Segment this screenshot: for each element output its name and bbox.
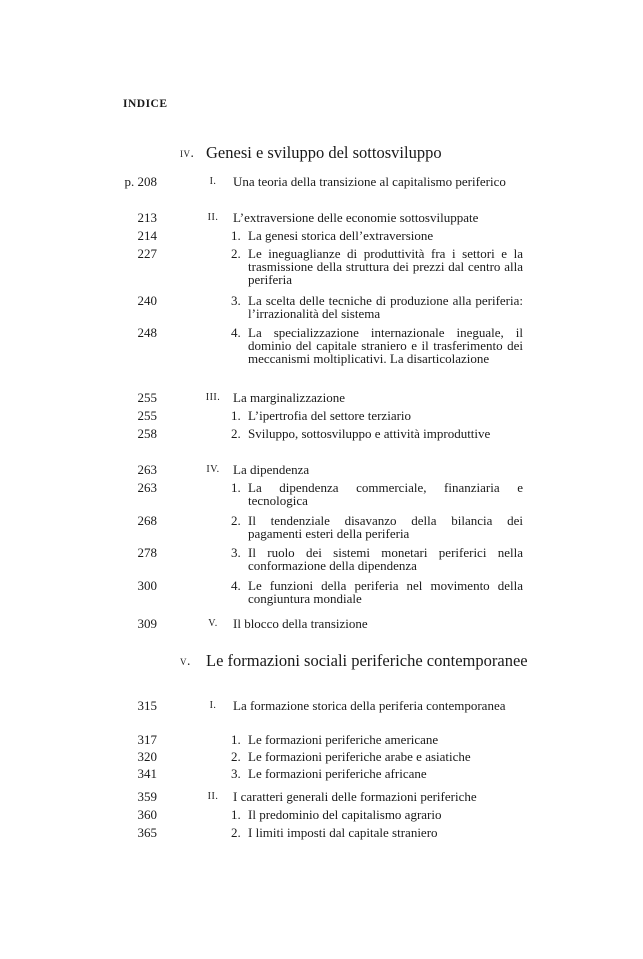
- chapter-title: La formazione storica della periferia contemporanea: [233, 698, 506, 713]
- section-number: 1.: [231, 480, 241, 495]
- page-number: 300: [137, 578, 157, 593]
- page-number: p. 208: [124, 174, 157, 189]
- section-title: Le ineguaglianze di produttività fra i settori e la trasmissione della struttura dei prezzi dal centro alla periferia: [248, 246, 523, 288]
- section-number: 4.: [231, 325, 241, 340]
- chapter-number: V.: [208, 618, 218, 629]
- chapter-number: II.: [207, 791, 219, 802]
- part-number: v.: [180, 653, 191, 668]
- page-number: 263: [137, 462, 157, 477]
- section-title: Sviluppo, sottosviluppo e attività improduttive: [248, 426, 491, 441]
- page-number: 278: [137, 545, 157, 560]
- section-title: La dipendenza commerciale, finanziaria e tecnologica: [248, 480, 523, 509]
- section-title: Le funzioni della periferia nel movimento della congiuntura mondiale: [248, 578, 523, 607]
- page-number: 341: [137, 766, 157, 781]
- chapter-number: I.: [209, 176, 217, 187]
- page-number: 240: [137, 293, 157, 308]
- page-number: 213: [137, 210, 157, 225]
- page-number: 359: [137, 789, 157, 804]
- section-number: 2.: [231, 426, 241, 441]
- chapter-title: La marginalizzazione: [233, 390, 346, 405]
- chapter-title: L’extraversione delle economie sottosviluppate: [233, 210, 479, 225]
- page-number: 263: [137, 480, 157, 495]
- section-number: 1.: [231, 732, 241, 747]
- section-number: 2.: [231, 825, 241, 840]
- page-number: 214: [137, 228, 157, 243]
- chapter-number: IV.: [206, 464, 220, 475]
- section-title: Le formazioni periferiche americane: [248, 732, 439, 747]
- page-number: 365: [137, 825, 157, 840]
- section-number: 2.: [231, 749, 241, 764]
- chapter-number: II.: [207, 212, 219, 223]
- page-number: 268: [137, 513, 157, 528]
- section-title: La genesi storica dell’extraversione: [248, 228, 434, 243]
- part-title: Genesi e sviluppo del sottosviluppo: [206, 143, 442, 162]
- page-number: 317: [137, 732, 157, 747]
- section-number: 3.: [231, 766, 241, 781]
- page-number: 360: [137, 807, 157, 822]
- section-title: Il predominio del capitalismo agrario: [248, 807, 442, 822]
- section-title: I limiti imposti dal capitale straniero: [248, 825, 438, 840]
- section-title: Le formazioni periferiche arabe e asiatiche: [248, 749, 471, 764]
- section-number: 1.: [231, 408, 241, 423]
- chapter-title: La dipendenza: [233, 462, 310, 477]
- page-number: 227: [137, 246, 157, 261]
- page-number: 320: [137, 749, 157, 764]
- page-number: 315: [137, 698, 157, 713]
- section-number: 2.: [231, 246, 241, 261]
- chapter-title: I caratteri generali delle formazioni periferiche: [233, 789, 477, 804]
- section-number: 1.: [231, 807, 241, 822]
- section-number: 1.: [231, 228, 241, 243]
- section-title: Il ruolo dei sistemi monetari periferici nella conformazione della dipendenza: [248, 545, 523, 574]
- section-title: La specializzazione internazionale ineguale, il dominio del capitale straniero e il trasferimento dei meccanismi moltiplicativi. La disarticolazione: [248, 325, 523, 367]
- part-title: Le formazioni sociali periferiche contemporanee: [206, 651, 528, 670]
- chapter-number: III.: [205, 392, 221, 403]
- chapter-title: Il blocco della transizione: [233, 616, 368, 631]
- page-number: 255: [137, 390, 157, 405]
- section-number: 3.: [231, 545, 241, 560]
- page-number: 258: [137, 426, 157, 441]
- section-title: Le formazioni periferiche africane: [248, 766, 427, 781]
- section-number: 4.: [231, 578, 241, 593]
- section-title: Il tendenziale disavanzo della bilancia dei pagamenti esteri della periferia: [248, 513, 523, 542]
- part-number: iv.: [180, 145, 195, 160]
- running-header: INDICE: [123, 98, 168, 110]
- section-title: L’ipertrofia del settore terziario: [248, 408, 412, 423]
- section-number: 3.: [231, 293, 241, 308]
- page-number: 309: [137, 616, 157, 631]
- chapter-title: Una teoria della transizione al capitalismo periferico: [233, 174, 506, 189]
- section-title: La scelta delle tecniche di produzione alla periferia: l’irrazionalità del sistema: [248, 293, 523, 322]
- chapter-number: I.: [209, 700, 217, 711]
- page-number: 248: [137, 325, 157, 340]
- section-number: 2.: [231, 513, 241, 528]
- page-number: 255: [137, 408, 157, 423]
